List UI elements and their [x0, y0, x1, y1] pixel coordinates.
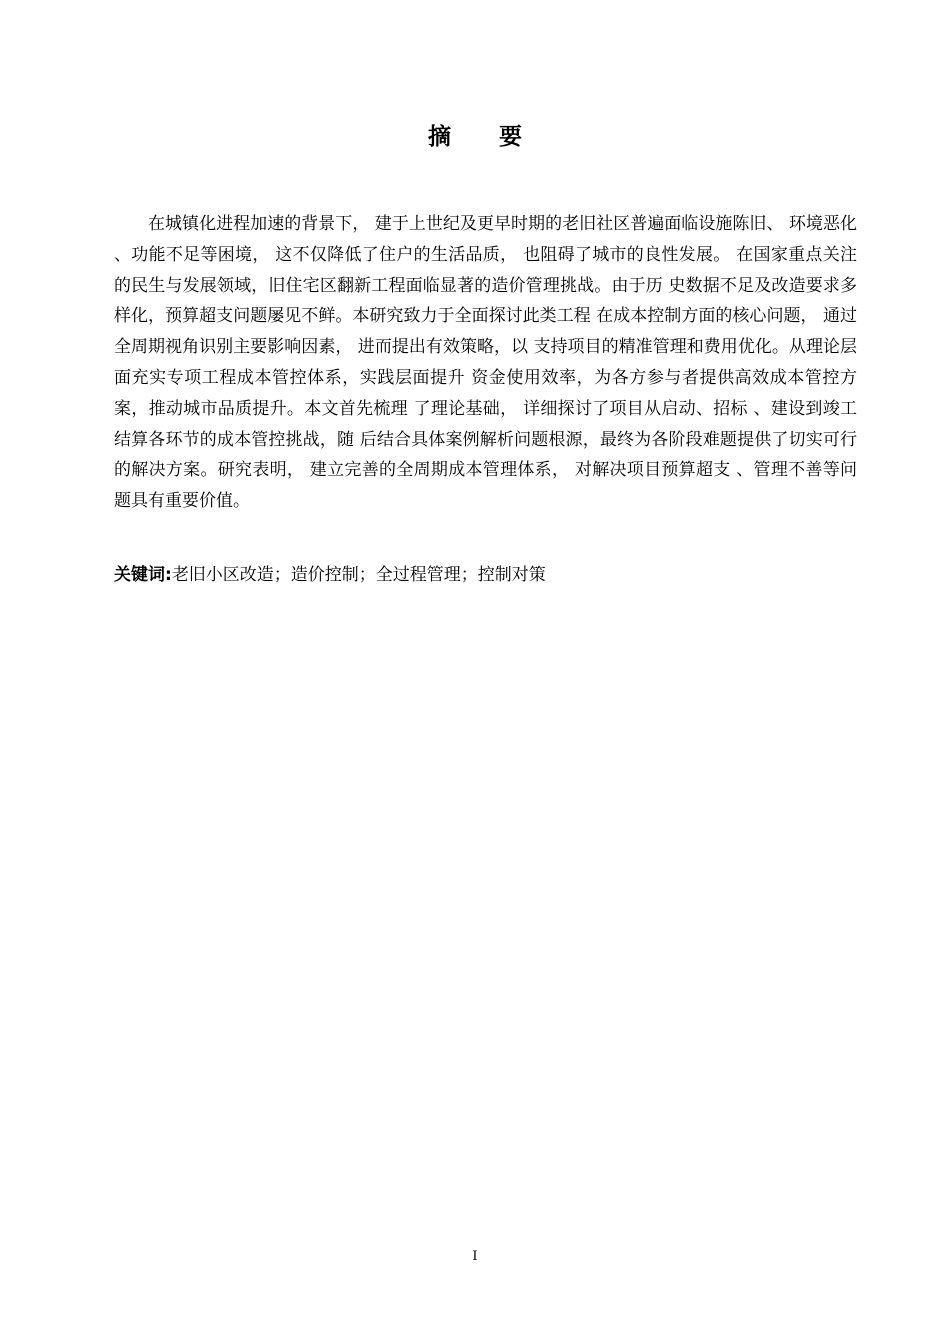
page-number: I — [472, 1249, 478, 1264]
keywords-line — [114, 560, 857, 590]
keywords-text: 老旧小区改造；造价控制；全过程管理；控制对策 — [171, 565, 546, 585]
keywords-label: 关键词: — [114, 565, 172, 585]
abstract-body: 在城镇化进程加速的背景下， 建于上世纪及更早时期的老旧社区普遍面临设施陈旧、 环境恶化 、功能不足等困境， 这不仅降低了住户的生活品质， 也阻碍了城市的良性发展。 在国家重点关注的民生与发展领域，旧住宅区翻新工程面临显著的造价管理挑战。由于历 史数据不足及改造要求多样化，预算超支问题屡见不鲜。本研究致力于全面探讨此类工程 在成本控制方面的核心问题， 通过全周期视角识别主要影响因素， 进而提出有效策略，以 支持项目的精准管理和费用优化。从理论层面充实专项工程成本管控体系，实践层面提升 资金使用效率，为各方参与者提供高效成本管控方案，推动城市品质提升。本文首先梳理 了理论基础， 详细探讨了项目从启动、招标 、建设到竣工结算各环节的成本管控挑战，随 后结合具体案例解析问题根源，最终为各阶段难题提供了切实可行的解决方案。研究表明， 建立完善的全周期成本管理体系， 对解决项目预算超支 、管理不善等问题具有重要价值。 — [114, 214, 857, 512]
abstract-title: 摘 要 — [427, 124, 542, 150]
